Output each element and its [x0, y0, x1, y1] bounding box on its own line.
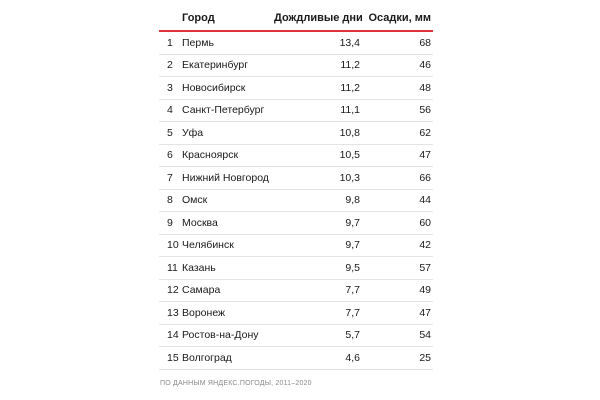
rainy-days-cell: 5,7: [274, 324, 362, 347]
city-cell: Красноярск: [182, 144, 274, 167]
table-row: [159, 99, 433, 122]
precipitation-cell: 44: [362, 189, 433, 212]
header-city: Город: [182, 6, 274, 31]
header-rainy-days: Дождливые дни: [274, 6, 362, 31]
table-row: [159, 347, 433, 370]
rainy-cities-table: [159, 6, 433, 370]
table-row: [159, 302, 433, 325]
table-row: [159, 167, 433, 190]
header-rank: [159, 6, 182, 31]
rainy-days-cell: 9,7: [274, 212, 362, 235]
city-cell: Волгоград: [182, 347, 274, 370]
city-cell: Москва: [182, 212, 274, 235]
rainy-days-cell: 7,7: [274, 302, 362, 325]
rainy-days-cell: 4,6: [274, 347, 362, 370]
table-body: [159, 31, 433, 369]
table-row: [159, 54, 433, 77]
rainy-cities-table-container: [159, 6, 433, 370]
rainy-days-cell: 13,4: [274, 31, 362, 54]
table-row: [159, 77, 433, 100]
rank-cell: 5: [159, 122, 182, 145]
city-cell: Казань: [182, 257, 274, 280]
rainy-days-cell: 9,7: [274, 234, 362, 257]
precipitation-cell: 48: [362, 77, 433, 100]
rank-cell: 15: [159, 347, 182, 370]
rainy-days-cell: 10,3: [274, 167, 362, 190]
city-cell: Екатеринбург: [182, 54, 274, 77]
rank-cell: 11: [159, 257, 182, 280]
precipitation-cell: 68: [362, 31, 433, 54]
city-cell: Новосибирск: [182, 77, 274, 100]
rank-cell: 4: [159, 99, 182, 122]
precipitation-cell: 42: [362, 234, 433, 257]
city-cell: Уфа: [182, 122, 274, 145]
precipitation-cell: 47: [362, 302, 433, 325]
precipitation-cell: 56: [362, 99, 433, 122]
city-cell: Омск: [182, 189, 274, 212]
precipitation-cell: 57: [362, 257, 433, 280]
rainy-days-cell: 10,5: [274, 144, 362, 167]
precipitation-cell: 54: [362, 324, 433, 347]
header-precipitation: Осадки, мм: [362, 6, 433, 31]
rainy-days-cell: 9,8: [274, 189, 362, 212]
precipitation-cell: 49: [362, 279, 433, 302]
city-cell: Самара: [182, 279, 274, 302]
rank-cell: 3: [159, 77, 182, 100]
city-cell: Пермь: [182, 31, 274, 54]
city-cell: Воронеж: [182, 302, 274, 325]
rank-cell: 2: [159, 54, 182, 77]
table-row: [159, 189, 433, 212]
precipitation-cell: 60: [362, 212, 433, 235]
precipitation-cell: 66: [362, 167, 433, 190]
city-cell: Ростов-на-Дону: [182, 324, 274, 347]
rank-cell: 10: [159, 234, 182, 257]
precipitation-cell: 47: [362, 144, 433, 167]
rank-cell: 1: [159, 31, 182, 54]
rank-cell: 9: [159, 212, 182, 235]
rank-cell: 12: [159, 279, 182, 302]
table-row: [159, 144, 433, 167]
rainy-days-cell: 11,2: [274, 77, 362, 100]
rainy-days-cell: 7,7: [274, 279, 362, 302]
city-cell: Челябинск: [182, 234, 274, 257]
table-header: [159, 6, 433, 31]
city-cell: Санкт-Петербург: [182, 99, 274, 122]
table-row: [159, 122, 433, 145]
rank-cell: 13: [159, 302, 182, 325]
header-row: [159, 6, 433, 31]
rainy-days-cell: 11,1: [274, 99, 362, 122]
rainy-days-cell: 10,8: [274, 122, 362, 145]
table-row: [159, 279, 433, 302]
data-source-note: ПО ДАННЫМ ЯНДЕКС.ПОГОДЫ, 2011–2020: [160, 380, 312, 387]
table-row: [159, 212, 433, 235]
rank-cell: 6: [159, 144, 182, 167]
city-cell: Нижний Новгород: [182, 167, 274, 190]
table-row: [159, 234, 433, 257]
precipitation-cell: 62: [362, 122, 433, 145]
rainy-days-cell: 9,5: [274, 257, 362, 280]
precipitation-cell: 46: [362, 54, 433, 77]
rank-cell: 7: [159, 167, 182, 190]
rainy-days-cell: 11,2: [274, 54, 362, 77]
rank-cell: 14: [159, 324, 182, 347]
table-row: [159, 257, 433, 280]
rank-cell: 8: [159, 189, 182, 212]
table-row: [159, 31, 433, 54]
table-row: [159, 324, 433, 347]
precipitation-cell: 25: [362, 347, 433, 370]
